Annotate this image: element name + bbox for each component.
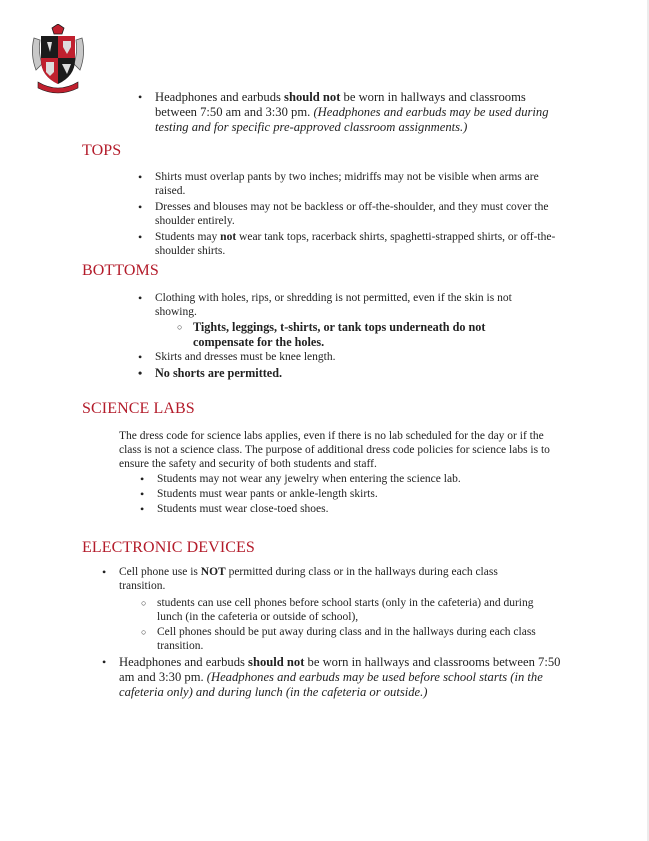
school-crest-logo (28, 24, 88, 94)
tops-item-3-text: Students may (155, 231, 221, 243)
tops-item-2: • Dresses and blouses may not be backless or off-the-shoulder, and they must cover the shoulder entirely. (155, 200, 555, 228)
electronic-item-1-bold: NOT (200, 566, 226, 578)
bottoms-item-2: • Skirts and dresses must be knee length. (155, 350, 555, 364)
bottoms-item-1: • Clothing with holes, rips, or shredding is not permitted, even if the skin is not showing. (155, 291, 555, 319)
electronic-item-1-text-2: permitted during class or in the hallways during each class transition. (119, 566, 498, 592)
bottoms-item-3 (155, 366, 555, 380)
bottoms-sub-item (193, 320, 533, 350)
electronic-item-2-bold: should not (248, 655, 305, 669)
intro-text: Headphones and earbuds (155, 90, 285, 104)
science-heading: SCIENCE LABS (82, 400, 195, 417)
bottoms-item-3-text: No shorts are permitted. (155, 366, 283, 380)
electronic-heading: ELECTRONIC DEVICES (82, 539, 255, 556)
electronic-sub-1: ○ students can use cell phones before school starts (only in the cafeteria) and during lunch (in the cafeteria or outside of school), (157, 596, 547, 624)
science-paragraph: The dress code for science labs applies, even if there is no lab scheduled for the day or if the class is not a science class. The purpose of additional dress code policies for science labs is to ensure the safety and security of both students and staff. (119, 430, 550, 470)
tops-item-3 (155, 230, 560, 258)
intro-bold: should not (284, 90, 341, 104)
tops-item-3-text-2: wear tank tops, racerback shirts, spaghetti-strapped shirts, or off-the-shoulder shirts. (155, 231, 556, 257)
electronic-item-2 (119, 655, 564, 700)
tops-item-3-bold: not (220, 231, 237, 243)
electronic-item-1 (119, 565, 539, 593)
electronic-item-1-text: Cell phone use is (119, 566, 201, 578)
electronic-sub-2: ○ Cell phones should be put away during class and in the hallways during each class transition. (157, 625, 567, 653)
electronic-item-2-text: Headphones and earbuds (119, 655, 249, 669)
science-item-3: • Students must wear close-toed shoes. (157, 502, 557, 516)
science-item-1: • Students may not wear any jewelry when entering the science lab. (157, 472, 557, 486)
tops-heading: TOPS (82, 142, 122, 159)
bottoms-heading: BOTTOMS (82, 262, 159, 279)
bottoms-sub-text: Tights, leggings, t-shirts, or tank tops underneath do not compensate for the holes. (193, 320, 486, 349)
intro-text-2: be worn in hallways and classrooms between 7:50 am and 3:30 pm. (155, 90, 526, 119)
science-item-2: • Students must wear pants or ankle-length skirts. (157, 487, 557, 501)
intro-bullet (155, 90, 555, 135)
intro-italic: (Headphones and earbuds may be used during testing and for specific pre-approved classroom assignments.) (155, 105, 549, 134)
electronic-item-2-italic: (Headphones and earbuds may be used before school starts (in the cafeteria only) and during lunch (in the cafeteria or outside.) (119, 670, 543, 699)
tops-item-1: • Shirts must overlap pants by two inches; midriffs may not be visible when arms are raised. (155, 170, 555, 198)
electronic-item-2-text-2: be worn in hallways and classrooms between 7:50 am and 3:30 pm. (119, 655, 561, 684)
